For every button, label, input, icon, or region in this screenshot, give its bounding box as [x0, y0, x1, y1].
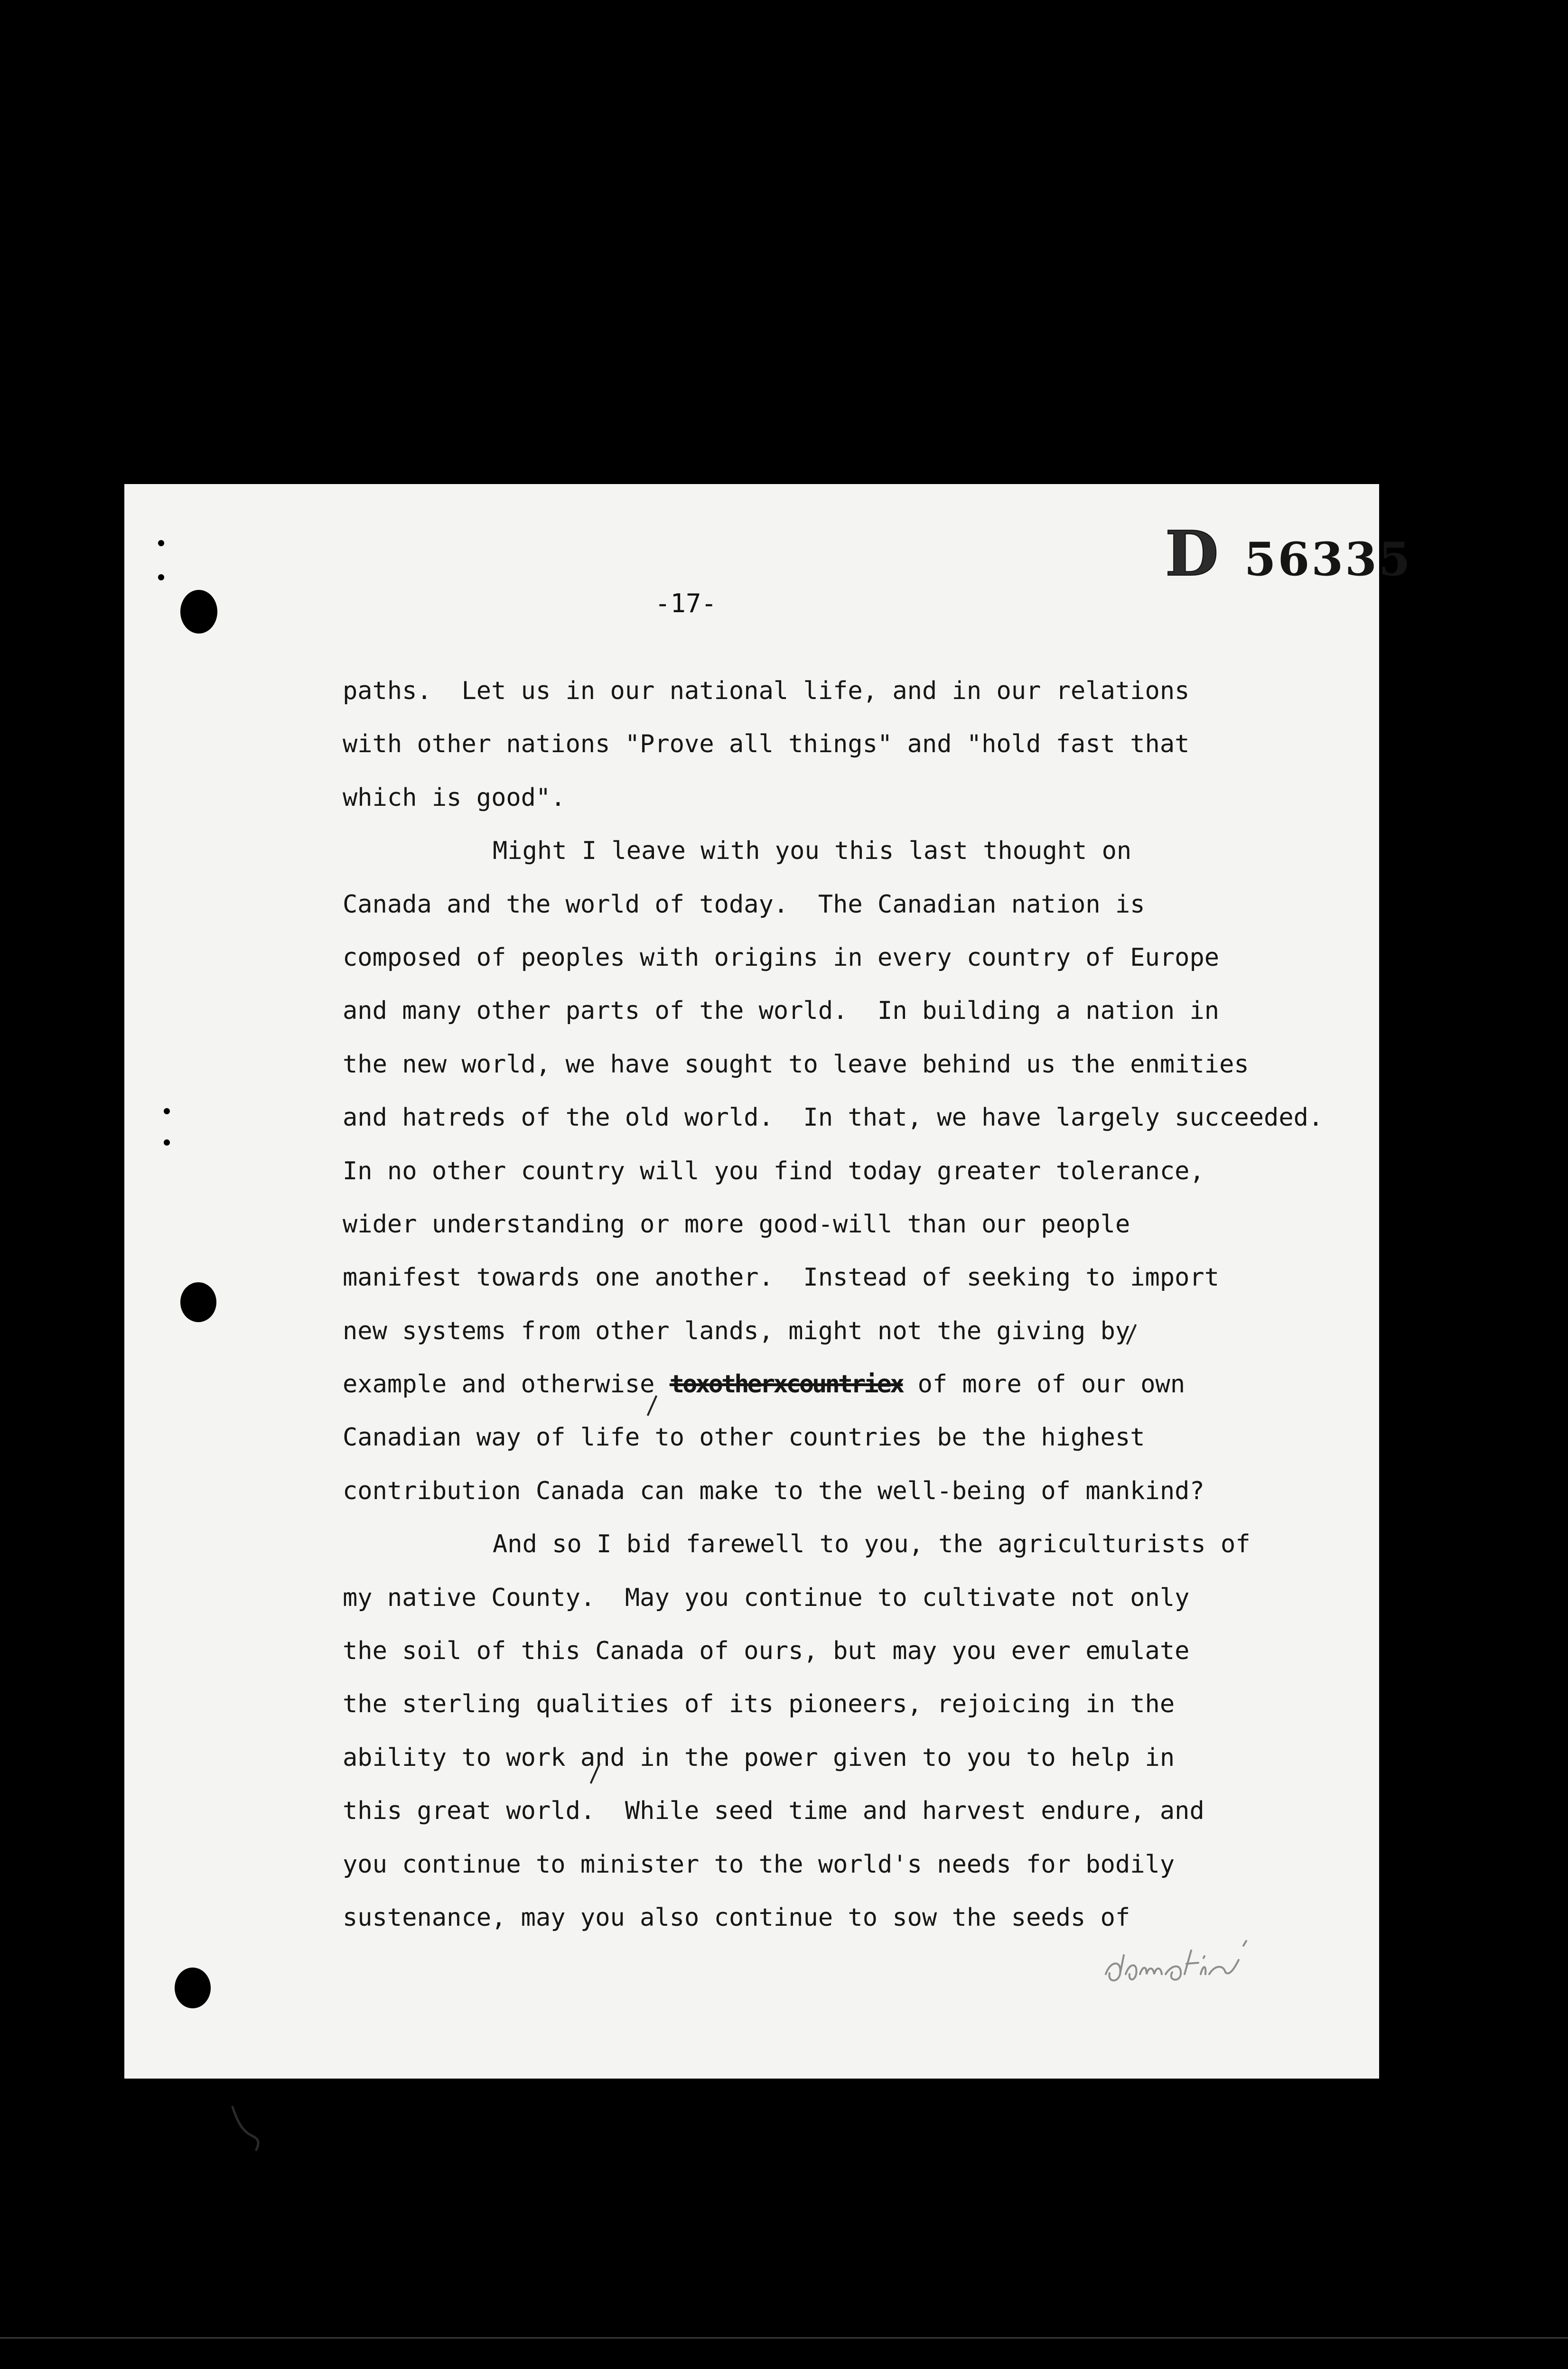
text-line: And so I bid farewell to you, the agriculturists of	[493, 1530, 1251, 1559]
text-line: wider understanding or more good-will than our people	[343, 1210, 1130, 1239]
text-line-start: example and otherwise	[343, 1370, 655, 1399]
text-line: sustenance, may you also continue to sow the seeds of	[343, 1903, 1130, 1932]
text-line: Canadian way of life to other countries be the highest	[343, 1423, 1145, 1452]
text-line-start: new systems from other lands, might not the giving by	[343, 1316, 1130, 1345]
archive-stamp-number: 56335	[1244, 532, 1412, 586]
text-line: In no other country will you find today greater tolerance,	[343, 1157, 1204, 1185]
text-line: contribution Canada can make to the well-being of mankind?	[343, 1476, 1204, 1505]
punch-hole-bottom	[175, 1968, 211, 2008]
typed-text	[343, 664, 1372, 1944]
archive-stamp	[1165, 517, 1412, 590]
text-line: composed of peoples with origins in every country of Europe	[343, 943, 1220, 972]
struck-out-text: toxotherxcountriex	[669, 1370, 903, 1399]
text-line: manifest towards one another. Instead of seeking to import	[343, 1263, 1220, 1292]
text-line: paths. Let us in our national life, and in our relations	[343, 677, 1190, 705]
margin-dot	[164, 1139, 170, 1146]
punch-hole-top	[180, 590, 217, 634]
text-line: and many other parts of the world. In building a nation in	[343, 997, 1220, 1026]
text-line: Might I leave with you this last thought on	[493, 837, 1132, 866]
text-line-end: of more of our own	[917, 1370, 1185, 1399]
text-line: and hatreds of the old world. In that, we have largely succeeded.	[343, 1103, 1324, 1132]
text-line: Canada and the world of today. The Canadian nation is	[343, 890, 1145, 919]
text-line: the new world, we have sought to leave behind us the enmities	[343, 1050, 1249, 1079]
text-line	[343, 1358, 1372, 1411]
text-line: my native County. May you continue to cultivate not only	[343, 1583, 1190, 1612]
margin-dot	[158, 540, 164, 546]
text-line: this great world. While seed time and harvest endure, and	[343, 1797, 1204, 1826]
text-line-start: ability to work and in the power given to you to help in	[343, 1743, 1175, 1772]
archive-stamp-letter: D	[1165, 517, 1219, 590]
punch-hole-middle	[180, 1282, 216, 1322]
text-line: the sterling qualities of its pioneers, rejoicing in the	[343, 1690, 1175, 1719]
page-number: -17-	[655, 588, 717, 618]
margin-dot	[158, 574, 164, 580]
text-line: you continue to minister to the world's needs for bodily	[343, 1850, 1175, 1879]
scan-edge-line	[0, 2337, 1568, 2339]
handwritten-note	[1101, 1927, 1272, 1993]
text-line: which is good".	[343, 783, 566, 812]
text-line: the soil of this Canada of ours, but may you ever emulate	[343, 1637, 1190, 1666]
text-line	[343, 1731, 1372, 1784]
scan-artifact	[228, 2102, 271, 2154]
text-line	[343, 1305, 1372, 1358]
margin-dot	[164, 1108, 170, 1114]
text-line: with other nations "Prove all things" and "hold fast that	[343, 730, 1190, 759]
